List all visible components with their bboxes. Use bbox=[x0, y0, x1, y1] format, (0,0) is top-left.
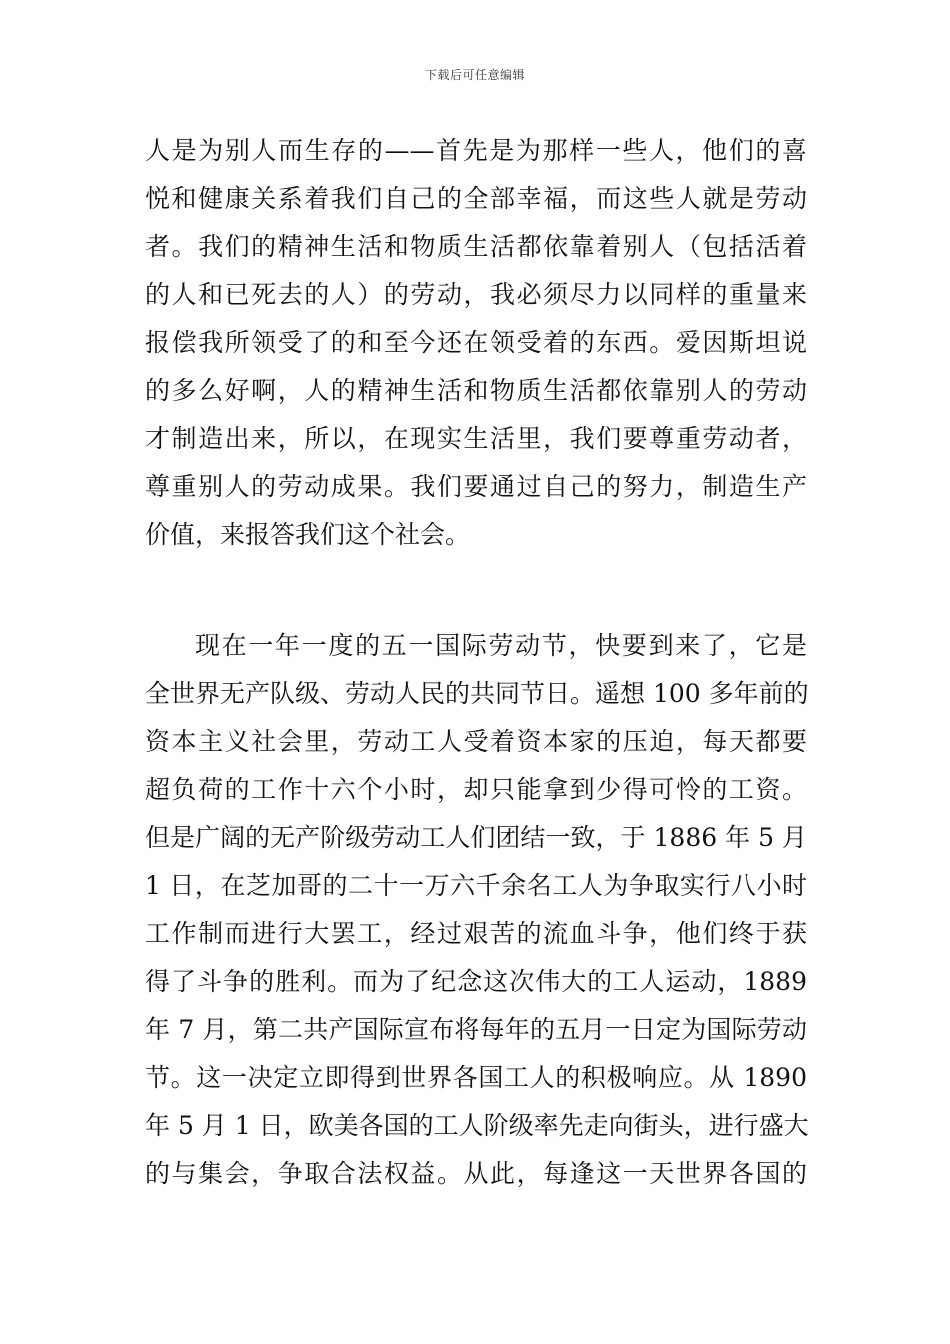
text-line: 才制造出来，所以，在现实生活里，我们要尊重劳动者， bbox=[145, 424, 807, 453]
text-line: 人是为别人而生存的——首先是为那样一些人，他们的喜 bbox=[145, 136, 807, 165]
text-line: 但是广阔的无产阶级劳动工人们团结一致，于 1886 年 5 月 bbox=[145, 823, 807, 852]
text-line: 的多么好啊，人的精神生活和物质生活都依靠别人的劳动 bbox=[145, 376, 807, 405]
text-line: 者。我们的精神生活和物质生活都依靠着别人（包括活着 bbox=[145, 232, 807, 261]
text-line: 的人和已死去的人）的劳动，我必须尽力以同样的重量来 bbox=[145, 280, 807, 309]
text-line: 资本主义社会里，劳动工人受着资本家的压迫，每天都要 bbox=[145, 727, 807, 756]
text-line: 的与集会，争取合法权益。从此，每逢这一天世界各国的 bbox=[145, 1159, 807, 1188]
text-line: 超负荷的工作十六个小时，却只能拿到少得可怜的工资。 bbox=[145, 775, 807, 804]
text-line: 年 7 月，第二共产国际宣布将每年的五月一日定为国际劳动 bbox=[145, 1015, 807, 1044]
text-line: 节。这一决定立即得到世界各国工人的积极响应。从 1890 bbox=[145, 1063, 807, 1092]
text-line: 尊重别人的劳动成果。我们要通过自己的努力，制造生产 bbox=[145, 472, 807, 501]
paragraph bbox=[145, 127, 807, 559]
text-line: 报偿我所领受了的和至今还在领受着的东西。爱因斯坦说 bbox=[145, 328, 807, 357]
text-line: 年 5 月 1 日，欧美各国的工人阶级率先走向街头，进行盛大 bbox=[145, 1111, 809, 1140]
text-line: 1 日，在芝加哥的二十一万六千余名工人为争取实行八小时 bbox=[145, 871, 807, 900]
text-line: 现在一年一度的五一国际劳动节，快要到来了，它是 bbox=[195, 631, 807, 660]
text-line: 工作制而进行大罢工，经过艰苦的流血斗争，他们终于获 bbox=[145, 919, 807, 948]
page-header: 下载后可任意编辑 bbox=[424, 68, 525, 82]
text-line: 悦和健康关系着我们自己的全部幸福，而这些人就是劳动 bbox=[145, 184, 807, 213]
paragraph bbox=[145, 622, 807, 1198]
text-line: 全世界无产队级、劳动人民的共同节日。遥想 100 多年前的 bbox=[145, 679, 809, 708]
text-line: 价值，来报答我们这个社会。 bbox=[145, 520, 471, 549]
text-line: 得了斗争的胜利。而为了纪念这次伟大的工人运动，1889 bbox=[145, 967, 807, 996]
